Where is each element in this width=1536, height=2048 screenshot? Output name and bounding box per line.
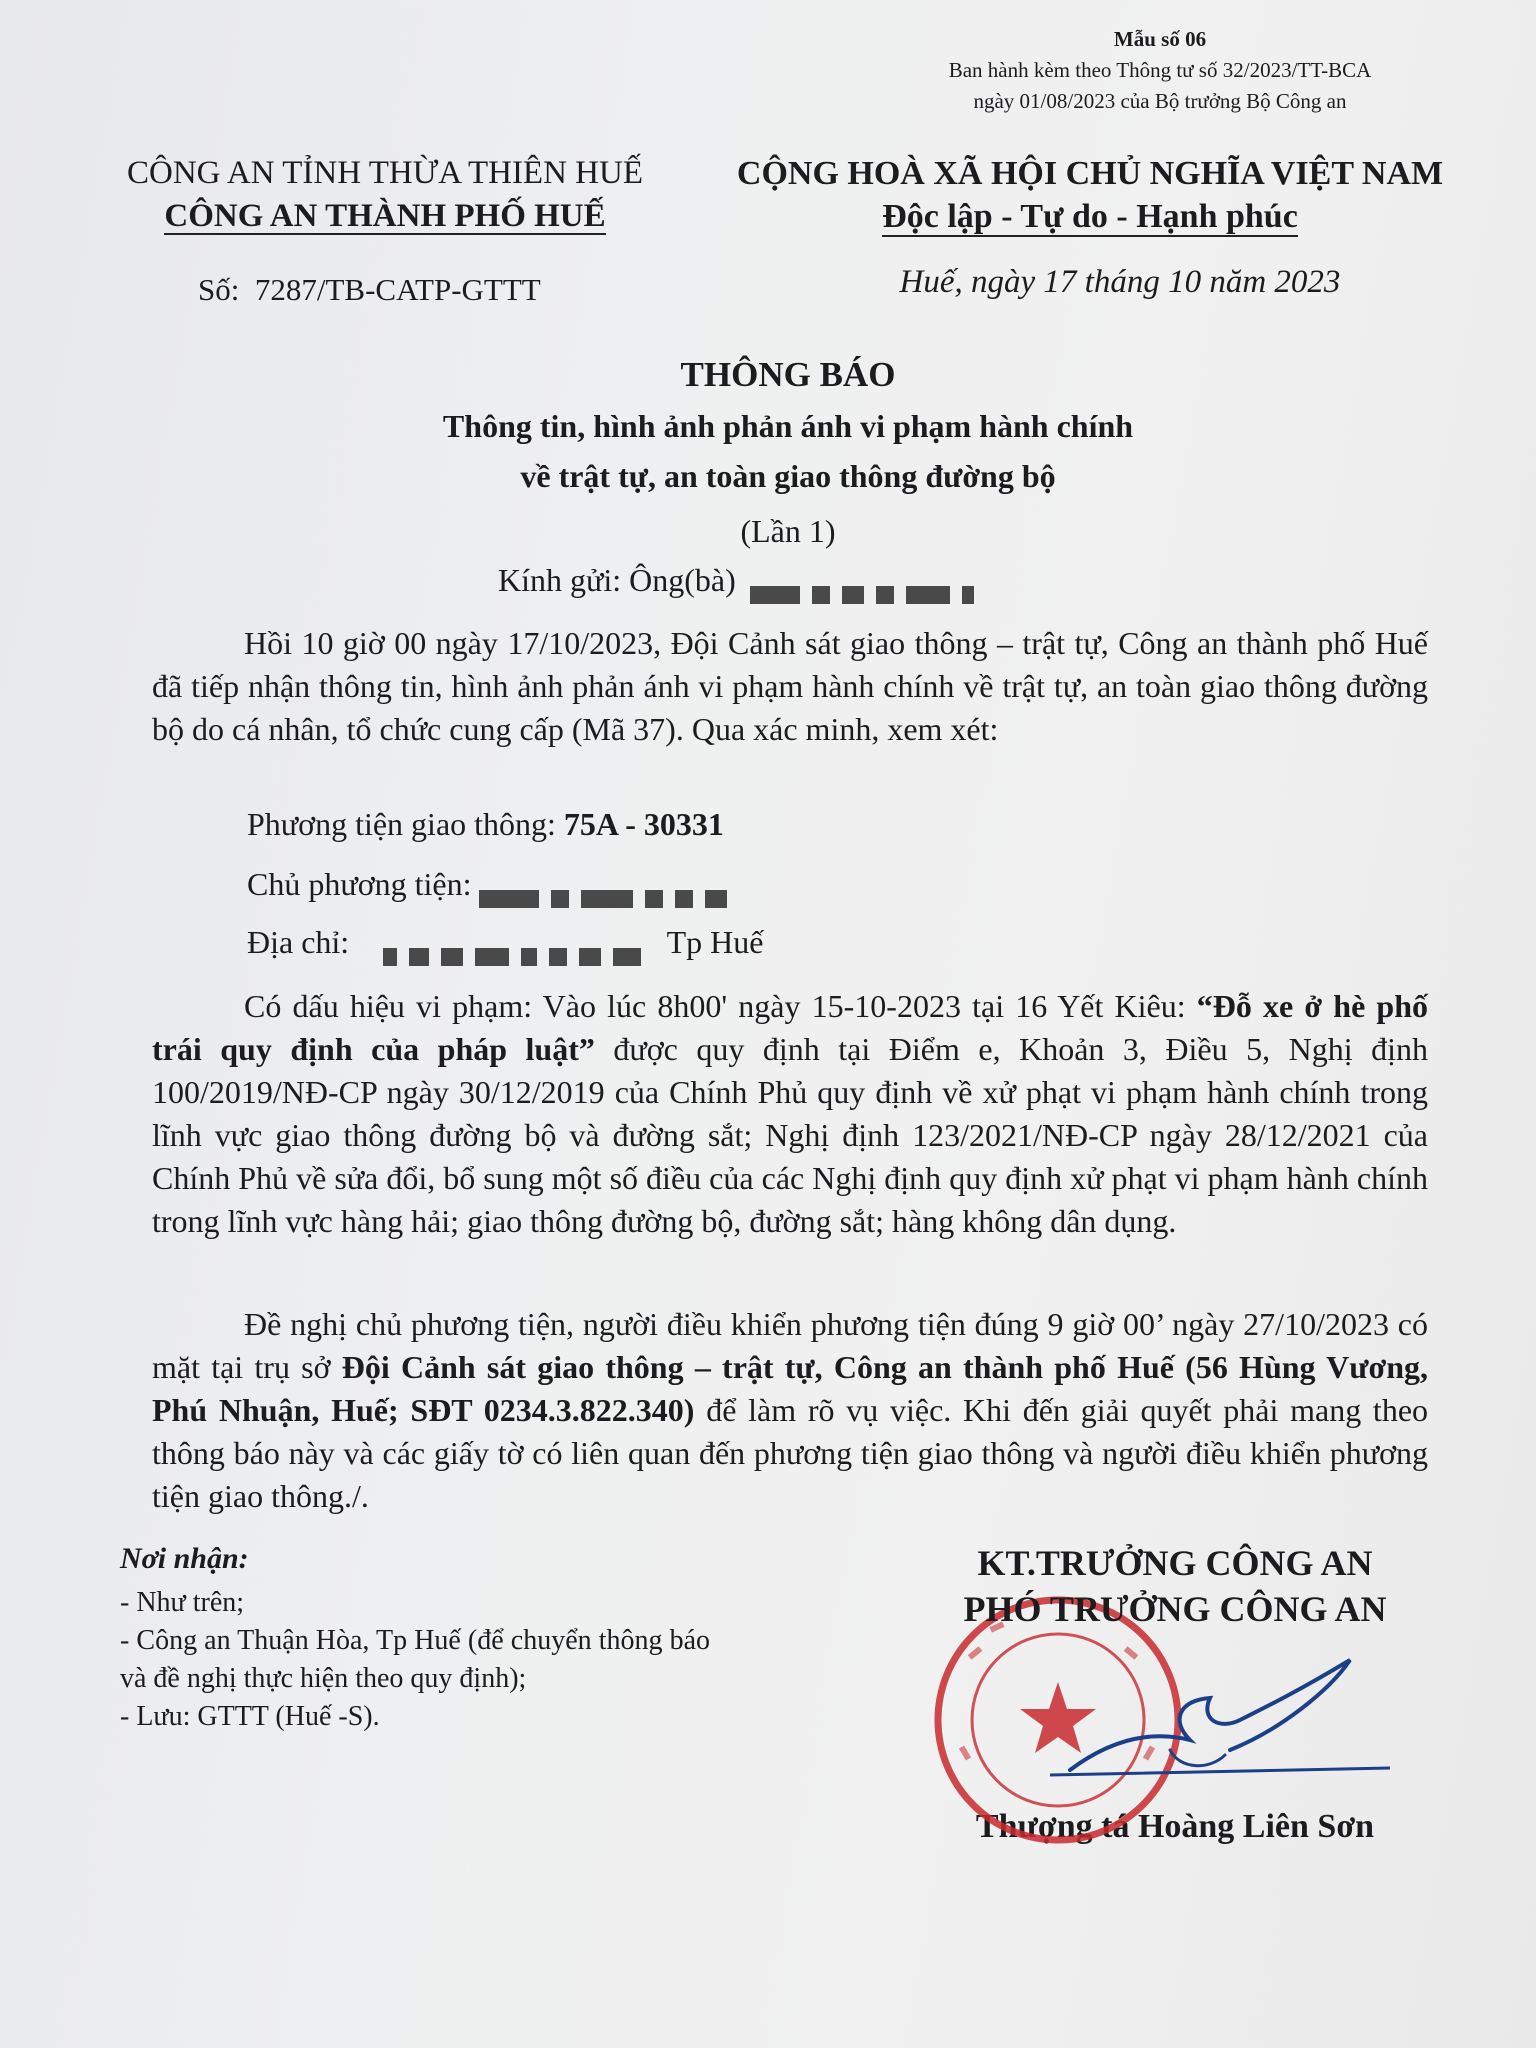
recipient-item: - Lưu: GTTT (Huế -S). <box>120 1701 380 1732</box>
document-number-label: Số: <box>198 272 240 307</box>
recipients-heading: Nơi nhận: <box>120 1542 249 1575</box>
violation-legal-basis: được quy định tại Điểm e, Khoản 3, Điều 5, Nghị định 100/2019/NĐ-CP ngày 30/12/2019 của Chính Phủ quy định về xử phạt vi phạm hành chính trong lĩnh vực giao thông đường bộ và đường sắt; Nghị định 123/2021/NĐ-CP ngày 28/12/2021 của Chính Phủ về sửa đổi, bổ sung một số điều của các Nghị định quy định xử phạt vi phạm hành chính trong lĩnh vực hàng hải; giao thông đường bộ, đường sắt; hàng không dân dụng. <box>152 1031 1429 1239</box>
agency-unit: CÔNG AN THÀNH PHỐ HUẾ <box>164 198 606 234</box>
recipient-label: Kính gửi: Ông(bà) <box>498 562 736 598</box>
redacted-recipient-name <box>750 575 986 593</box>
agency-parent: CÔNG AN TỈNH THỪA THIÊN HUẾ <box>126 155 643 191</box>
redacted-owner-name <box>479 879 739 897</box>
document-subtitle-line2: về trật tự, an toàn giao thông đường bộ <box>520 458 1056 494</box>
redacted-address <box>383 937 653 955</box>
document-date: Huế, ngày 17 tháng 10 năm 2023 <box>899 264 1341 300</box>
violation-lead: Có dấu hiệu vi phạm: Vào lúc 8h00' ngày 15-10-2023 tại 16 Yết Kiêu: <box>244 988 1186 1024</box>
signature-title-line2: PHÓ TRƯỞNG CÔNG AN <box>963 1589 1387 1629</box>
national-header <box>700 152 1480 238</box>
form-header <box>880 24 1440 117</box>
field-vehicle <box>247 806 724 843</box>
signature-title-line1: KT.TRƯỞNG CÔNG AN <box>977 1543 1373 1583</box>
intro-text: Hồi 10 giờ 00 ngày 17/10/2023, Đội Cảnh sát giao thông – trật tự, Công an thành phố Huế đã tiếp nhận thông tin, hình ảnh phản ánh vi phạm hành chính về trật tự, an toàn giao thông đường bộ do cá nhân, tổ chức cung cấp (Mã 37). Qua xác minh, xem xét: <box>152 625 1428 747</box>
document-subtitle-line1: Thông tin, hình ảnh phản ánh vi phạm hành chính <box>442 408 1134 444</box>
owner-label: Chủ phương tiện: <box>247 866 472 902</box>
document-number <box>198 272 541 308</box>
violation-paragraph <box>152 985 1428 1243</box>
agency-header <box>100 152 670 238</box>
vehicle-plate: 75A - 30331 <box>563 806 724 842</box>
attempt-number: (Lần 1) <box>740 513 836 549</box>
document-number-value: 7287/TB-CATP-GTTT <box>254 272 541 307</box>
form-issued-line2: ngày 01/08/2023 của Bộ trưởng Bộ Công an <box>973 89 1347 113</box>
form-issued-line1: Ban hành kèm theo Thông tư số 32/2023/TT-BCA <box>948 58 1372 82</box>
field-owner <box>247 866 745 903</box>
intro-paragraph <box>152 622 1428 751</box>
address-city: Tp Huế <box>666 924 764 960</box>
vehicle-label: Phương tiện giao thông: <box>247 806 556 842</box>
recipient-row <box>498 562 992 599</box>
request-rest: để làm rõ vụ việc. Khi đến giải quyết phải mang theo thông báo này và các giấy tờ có liên quan đến phương tiện giao thông và người điều khiển phương tiện giao thông./. <box>152 1392 1429 1514</box>
recipients-block <box>120 1540 820 1736</box>
nation-name: CỘNG HOÀ XÃ HỘI CHỦ NGHĨA VIỆT NAM <box>736 155 1444 192</box>
signer-name: Thượng tá Hoàng Liên Sơn <box>975 1808 1375 1845</box>
signature-block <box>900 1540 1450 1845</box>
request-paragraph <box>152 1303 1428 1518</box>
recipient-item: - Như trên; <box>120 1587 245 1618</box>
nation-motto: Độc lập - Tự do - Hạnh phúc <box>882 198 1298 235</box>
request-office: Đội Cảnh sát giao thông – trật tự, Công an thành phố Huế (56 Hùng Vương, Phú Nhuận, Huế; SĐT 0234.3.822.340) <box>152 1349 1428 1428</box>
form-number: Mẫu số 06 <box>1113 27 1207 51</box>
violation-quote: “Đỗ xe ở hè phố trái quy định của pháp luật” <box>152 988 1429 1067</box>
document-title: THÔNG BÁO <box>680 355 896 394</box>
request-lead: Đề nghị chủ phương tiện, người điều khiển phương tiện đúng 9 giờ 00’ ngày 27/10/2023 có mặt tại trụ sở <box>152 1306 1428 1385</box>
address-label: Địa chỉ: <box>247 924 350 960</box>
field-address <box>247 924 763 961</box>
recipient-item: - Công an Thuận Hòa, Tp Huế (để chuyển thông báo và đề nghị thực hiện theo quy định); <box>120 1625 710 1694</box>
handwritten-signature <box>1050 1620 1390 1820</box>
